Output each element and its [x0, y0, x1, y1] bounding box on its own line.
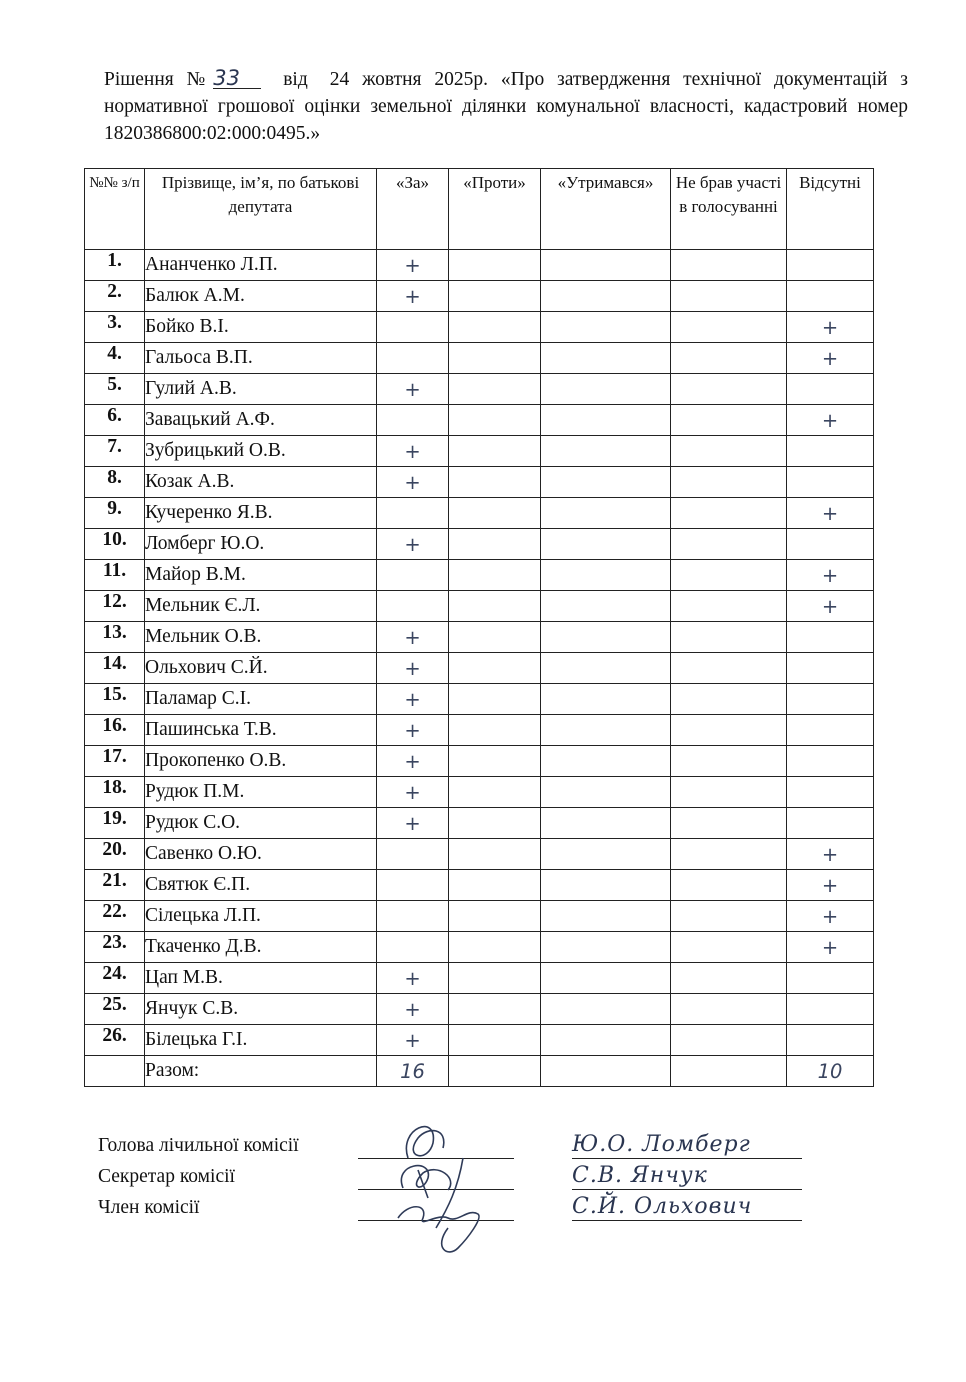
vote-for-cell — [377, 932, 449, 963]
vote-not-voted-cell — [671, 994, 787, 1025]
vote-for-cell — [377, 343, 449, 374]
deputy-name: Янчук С.В. — [145, 994, 377, 1025]
vote-abstain-cell — [541, 250, 671, 281]
vote-not-voted-cell — [671, 653, 787, 684]
row-number: 9. — [85, 498, 145, 529]
vote-absent-cell: + — [787, 343, 874, 374]
vote-not-voted-cell — [671, 560, 787, 591]
decision-from-word: від — [283, 69, 308, 90]
col-header-against: «Проти» — [449, 169, 541, 250]
deputy-name: Бойко В.І. — [145, 312, 377, 343]
deputy-name: Майор В.М. — [145, 560, 377, 591]
total-for: 16 — [377, 1056, 449, 1087]
col-header-for: «За» — [377, 169, 449, 250]
total-against — [449, 1056, 541, 1087]
vote-abstain-cell — [541, 622, 671, 653]
vote-abstain-cell — [541, 498, 671, 529]
member-handwritten-name: С.Й. Ольхович — [572, 1194, 802, 1221]
table-row — [85, 870, 874, 901]
deputy-name: Савенко О.Ю. — [145, 839, 377, 870]
vote-abstain-cell — [541, 1025, 671, 1056]
member-role: Член комісії — [98, 1197, 200, 1218]
vote-not-voted-cell — [671, 715, 787, 746]
vote-abstain-cell — [541, 901, 671, 932]
decision-prefix: Рішення № — [104, 69, 214, 90]
vote-absent-cell: + — [787, 870, 874, 901]
deputy-name: Завацький А.Ф. — [145, 405, 377, 436]
col-header-no: №№ з/п — [85, 169, 145, 250]
table-row — [85, 1025, 874, 1056]
table-row — [85, 343, 874, 374]
vote-absent-cell — [787, 777, 874, 808]
deputy-name: Паламар С.І. — [145, 684, 377, 715]
table-row — [85, 808, 874, 839]
vote-table-body — [85, 250, 874, 1087]
vote-for-cell: + — [377, 529, 449, 560]
table-row — [85, 684, 874, 715]
deputy-name: Козак А.В. — [145, 467, 377, 498]
vote-not-voted-cell — [671, 901, 787, 932]
vote-abstain-cell — [541, 343, 671, 374]
vote-for-cell: + — [377, 374, 449, 405]
deputy-name: Мельник Є.Л. — [145, 591, 377, 622]
vote-against-cell — [449, 994, 541, 1025]
vote-for-cell: + — [377, 467, 449, 498]
vote-abstain-cell — [541, 436, 671, 467]
col-header-abstain: «Утримався» — [541, 169, 671, 250]
deputy-name: Пашинська Т.В. — [145, 715, 377, 746]
vote-not-voted-cell — [671, 808, 787, 839]
total-absent: 10 — [787, 1056, 874, 1087]
vote-against-cell — [449, 281, 541, 312]
vote-abstain-cell — [541, 281, 671, 312]
total-not-voted — [671, 1056, 787, 1087]
vote-abstain-cell — [541, 715, 671, 746]
vote-against-cell — [449, 777, 541, 808]
vote-against-cell — [449, 529, 541, 560]
table-row — [85, 312, 874, 343]
vote-against-cell — [449, 405, 541, 436]
row-number: 10. — [85, 529, 145, 560]
vote-absent-cell: + — [787, 498, 874, 529]
deputy-name: Рудюк С.О. — [145, 808, 377, 839]
vote-for-cell: + — [377, 250, 449, 281]
vote-abstain-cell — [541, 374, 671, 405]
row-number: 23. — [85, 932, 145, 963]
table-row — [85, 963, 874, 994]
deputy-name: Зубрицький О.В. — [145, 436, 377, 467]
vote-abstain-cell — [541, 777, 671, 808]
vote-absent-cell: + — [787, 932, 874, 963]
table-row — [85, 591, 874, 622]
vote-absent-cell — [787, 994, 874, 1025]
vote-for-cell: + — [377, 436, 449, 467]
vote-absent-cell: + — [787, 405, 874, 436]
deputy-name: Ткаченко Д.В. — [145, 932, 377, 963]
deputy-name: Ольхович С.Й. — [145, 653, 377, 684]
secretary-handwritten-name: С.В. Янчук — [572, 1163, 802, 1190]
row-number: 25. — [85, 994, 145, 1025]
vote-absent-cell — [787, 467, 874, 498]
row-number: 12. — [85, 591, 145, 622]
vote-abstain-cell — [541, 932, 671, 963]
decision-number: 33 — [213, 68, 261, 89]
decision-heading — [104, 66, 908, 147]
table-row — [85, 932, 874, 963]
vote-for-cell — [377, 870, 449, 901]
header-row — [85, 169, 874, 250]
vote-for-cell — [377, 901, 449, 932]
vote-not-voted-cell — [671, 622, 787, 653]
row-number: 17. — [85, 746, 145, 777]
row-number: 11. — [85, 560, 145, 591]
vote-against-cell — [449, 839, 541, 870]
row-number: 7. — [85, 436, 145, 467]
vote-for-cell: + — [377, 715, 449, 746]
deputy-name: Святюк Є.П. — [145, 870, 377, 901]
total-no-cell — [85, 1056, 145, 1087]
row-number: 8. — [85, 467, 145, 498]
vote-for-cell — [377, 560, 449, 591]
vote-abstain-cell — [541, 405, 671, 436]
vote-for-cell: + — [377, 963, 449, 994]
row-number: 26. — [85, 1025, 145, 1056]
vote-abstain-cell — [541, 560, 671, 591]
vote-not-voted-cell — [671, 405, 787, 436]
row-number: 6. — [85, 405, 145, 436]
vote-for-cell: + — [377, 994, 449, 1025]
vote-for-cell — [377, 839, 449, 870]
vote-absent-cell: + — [787, 312, 874, 343]
vote-for-cell: + — [377, 1025, 449, 1056]
deputy-name: Ломберг Ю.О. — [145, 529, 377, 560]
chair-handwritten-name: Ю.О. Ломберг — [572, 1132, 802, 1159]
vote-not-voted-cell — [671, 932, 787, 963]
deputy-name: Сілецька Л.П. — [145, 901, 377, 932]
vote-absent-cell — [787, 746, 874, 777]
vote-against-cell — [449, 560, 541, 591]
vote-not-voted-cell — [671, 746, 787, 777]
vote-absent-cell: + — [787, 560, 874, 591]
signatures-block — [98, 1130, 878, 1300]
vote-against-cell — [449, 312, 541, 343]
table-row — [85, 839, 874, 870]
table-row — [85, 715, 874, 746]
row-number: 18. — [85, 777, 145, 808]
decision-subject: «Про затвердження технічної документацій з нормативної грошової оцінки земельної ділянки комунальної власності, кадастровий номер 1820386800:02:000:0495.» — [104, 69, 908, 144]
vote-absent-cell — [787, 963, 874, 994]
row-number: 22. — [85, 901, 145, 932]
vote-absent-cell — [787, 529, 874, 560]
deputy-name: Мельник О.В. — [145, 622, 377, 653]
vote-against-cell — [449, 901, 541, 932]
deputy-name: Балюк А.М. — [145, 281, 377, 312]
vote-for-cell: + — [377, 746, 449, 777]
vote-abstain-cell — [541, 312, 671, 343]
vote-abstain-cell — [541, 591, 671, 622]
total-abstain — [541, 1056, 671, 1087]
vote-against-cell — [449, 653, 541, 684]
table-row — [85, 281, 874, 312]
table-row — [85, 467, 874, 498]
handwritten-signatures-graphic — [388, 1118, 518, 1258]
vote-against-cell — [449, 870, 541, 901]
vote-abstain-cell — [541, 870, 671, 901]
vote-absent-cell — [787, 622, 874, 653]
vote-against-cell — [449, 963, 541, 994]
vote-not-voted-cell — [671, 870, 787, 901]
vote-abstain-cell — [541, 963, 671, 994]
vote-against-cell — [449, 746, 541, 777]
vote-for-cell: + — [377, 653, 449, 684]
vote-table — [84, 168, 874, 1087]
vote-absent-cell: + — [787, 901, 874, 932]
deputy-name: Гулий А.В. — [145, 374, 377, 405]
vote-not-voted-cell — [671, 436, 787, 467]
table-row — [85, 498, 874, 529]
vote-absent-cell: + — [787, 591, 874, 622]
vote-against-cell — [449, 1025, 541, 1056]
row-number: 13. — [85, 622, 145, 653]
total-label: Разом: — [145, 1056, 377, 1087]
vote-abstain-cell — [541, 467, 671, 498]
vote-against-cell — [449, 715, 541, 746]
vote-not-voted-cell — [671, 312, 787, 343]
vote-not-voted-cell — [671, 343, 787, 374]
vote-not-voted-cell — [671, 839, 787, 870]
table-row — [85, 746, 874, 777]
vote-for-cell — [377, 405, 449, 436]
vote-abstain-cell — [541, 839, 671, 870]
deputy-name: Білецька Г.І. — [145, 1025, 377, 1056]
table-row — [85, 994, 874, 1025]
vote-against-cell — [449, 250, 541, 281]
table-row — [85, 436, 874, 467]
table-row — [85, 653, 874, 684]
deputy-name: Ананченко Л.П. — [145, 250, 377, 281]
vote-absent-cell — [787, 374, 874, 405]
row-number: 4. — [85, 343, 145, 374]
vote-not-voted-cell — [671, 591, 787, 622]
vote-absent-cell: + — [787, 839, 874, 870]
row-number: 24. — [85, 963, 145, 994]
deputy-name: Рудюк П.М. — [145, 777, 377, 808]
chair-role: Голова лічильної комісії — [98, 1135, 299, 1156]
vote-against-cell — [449, 684, 541, 715]
vote-for-cell: + — [377, 684, 449, 715]
deputy-name: Прокопенко О.В. — [145, 746, 377, 777]
table-row — [85, 901, 874, 932]
deputy-name: Цап М.В. — [145, 963, 377, 994]
col-header-absent: Відсутні — [787, 169, 874, 250]
vote-not-voted-cell — [671, 684, 787, 715]
vote-not-voted-cell — [671, 250, 787, 281]
deputy-name: Кучеренко Я.В. — [145, 498, 377, 529]
vote-for-cell — [377, 591, 449, 622]
vote-abstain-cell — [541, 994, 671, 1025]
vote-not-voted-cell — [671, 281, 787, 312]
vote-against-cell — [449, 591, 541, 622]
col-header-name: Прізвище, ім’я, по батькові депутата — [145, 169, 377, 250]
vote-absent-cell — [787, 808, 874, 839]
vote-for-cell: + — [377, 622, 449, 653]
col-header-not-voted: Не брав участі в голосуванні — [671, 169, 787, 250]
vote-not-voted-cell — [671, 529, 787, 560]
deputy-name: Гальоса В.П. — [145, 343, 377, 374]
vote-not-voted-cell — [671, 963, 787, 994]
row-number: 2. — [85, 281, 145, 312]
vote-abstain-cell — [541, 808, 671, 839]
row-number: 15. — [85, 684, 145, 715]
vote-absent-cell — [787, 1025, 874, 1056]
vote-against-cell — [449, 808, 541, 839]
decision-date: 24 жовтня 2025р. — [329, 69, 488, 90]
vote-for-cell: + — [377, 777, 449, 808]
vote-absent-cell — [787, 250, 874, 281]
table-row — [85, 405, 874, 436]
row-number: 19. — [85, 808, 145, 839]
vote-abstain-cell — [541, 653, 671, 684]
vote-absent-cell — [787, 715, 874, 746]
row-number: 1. — [85, 250, 145, 281]
secretary-role: Секретар комісії — [98, 1166, 235, 1187]
row-number: 3. — [85, 312, 145, 343]
vote-for-cell: + — [377, 808, 449, 839]
vote-against-cell — [449, 467, 541, 498]
vote-absent-cell — [787, 684, 874, 715]
table-row — [85, 374, 874, 405]
row-number: 5. — [85, 374, 145, 405]
table-row — [85, 777, 874, 808]
vote-against-cell — [449, 436, 541, 467]
vote-against-cell — [449, 622, 541, 653]
vote-not-voted-cell — [671, 777, 787, 808]
vote-for-cell — [377, 312, 449, 343]
row-number: 21. — [85, 870, 145, 901]
table-row — [85, 560, 874, 591]
vote-abstain-cell — [541, 684, 671, 715]
vote-abstain-cell — [541, 529, 671, 560]
vote-not-voted-cell — [671, 1025, 787, 1056]
vote-absent-cell — [787, 436, 874, 467]
vote-for-cell — [377, 498, 449, 529]
vote-absent-cell — [787, 281, 874, 312]
vote-against-cell — [449, 932, 541, 963]
total-row — [85, 1056, 874, 1087]
vote-against-cell — [449, 498, 541, 529]
vote-for-cell: + — [377, 281, 449, 312]
row-number: 16. — [85, 715, 145, 746]
table-row — [85, 250, 874, 281]
vote-absent-cell — [787, 653, 874, 684]
vote-not-voted-cell — [671, 374, 787, 405]
vote-against-cell — [449, 343, 541, 374]
vote-abstain-cell — [541, 746, 671, 777]
row-number: 14. — [85, 653, 145, 684]
row-number: 20. — [85, 839, 145, 870]
table-row — [85, 622, 874, 653]
table-row — [85, 529, 874, 560]
vote-not-voted-cell — [671, 498, 787, 529]
vote-not-voted-cell — [671, 467, 787, 498]
vote-against-cell — [449, 374, 541, 405]
